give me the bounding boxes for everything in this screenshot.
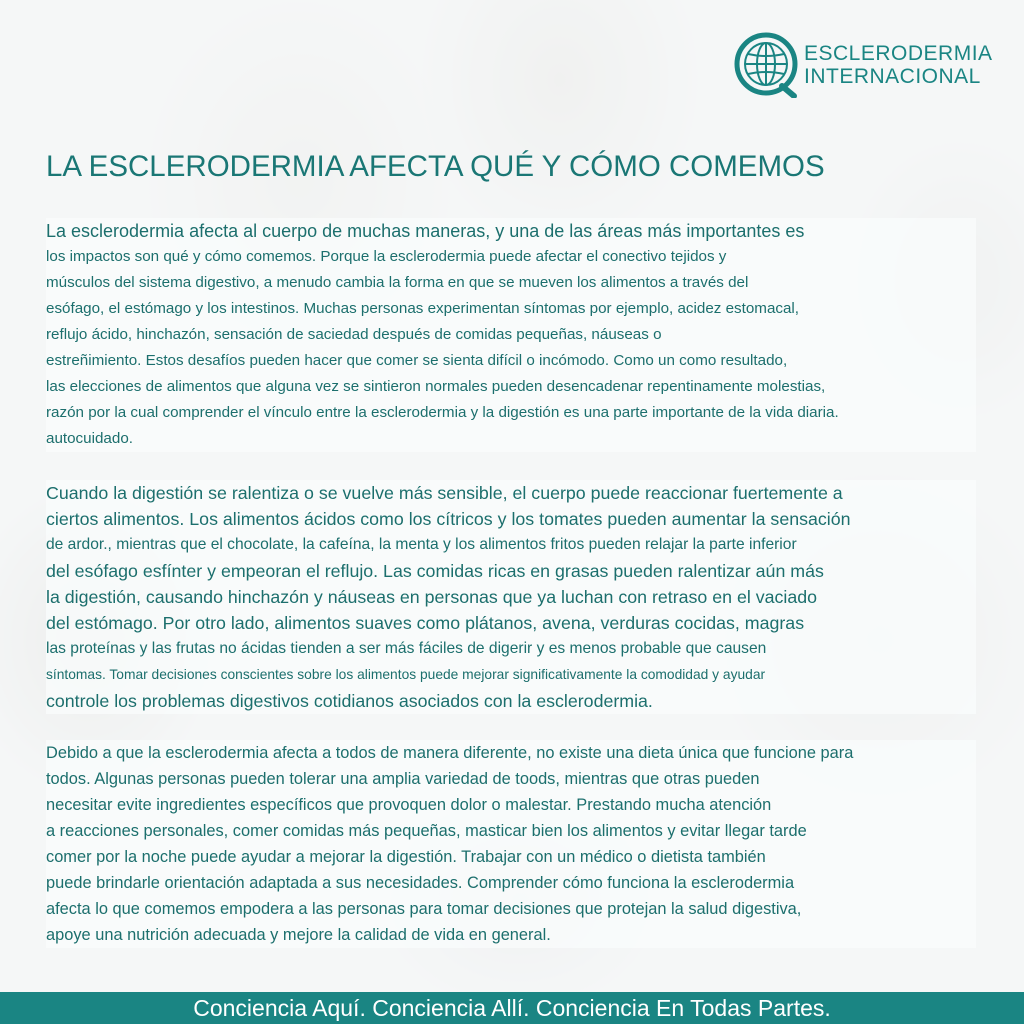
- paragraph-line: músculos del sistema digestivo, a menudo cambia la forma en que se mueven los alimentos a través del: [46, 270, 976, 296]
- paragraph-line: las elecciones de alimentos que alguna vez se sintieron normales pueden desencadenar repentinamente molestias,: [46, 374, 976, 400]
- logo: [732, 30, 1002, 98]
- paragraph-1: [46, 218, 976, 452]
- paragraph-line: razón por la cual comprender el vínculo entre la esclerodermia y la digestión es una parte importante de la vida diaria.: [46, 400, 976, 426]
- paragraph-line: las proteínas y las frutas no ácidas tienden a ser más fáciles de digerir y es menos probable que causen: [46, 636, 976, 662]
- paragraph-line: reflujo ácido, hinchazón, sensación de saciedad después de comidas pequeñas, náuseas o: [46, 322, 976, 348]
- logo-text-line1: ESCLERODERMIA: [804, 42, 993, 65]
- paragraph-line: La esclerodermia afecta al cuerpo de muchas maneras, y una de las áreas más importantes es: [46, 218, 976, 244]
- paragraph-line: comer por la noche puede ayudar a mejorar la digestión. Trabajar con un médico o dietista también: [46, 844, 976, 870]
- paragraph-line: puede brindarle orientación adaptada a sus necesidades. Comprender cómo funciona la esclerodermia: [46, 870, 976, 896]
- paragraph-line: los impactos son qué y cómo comemos. Porque la esclerodermia puede afectar el conectivo tejidos y: [46, 244, 976, 270]
- paragraph-line: apoye una nutrición adecuada y mejore la calidad de vida en general.: [46, 922, 976, 948]
- paragraph-line: controle los problemas digestivos cotidianos asociados con la esclerodermia.: [46, 688, 976, 714]
- paragraph-line: autocuidado.: [46, 426, 976, 452]
- footer-slogan: Conciencia Aquí. Conciencia Allí. Conciencia En Todas Partes.: [193, 995, 831, 1021]
- paragraph-line: esófago, el estómago y los intestinos. Muchas personas experimentan síntomas por ejemplo, acidez estomacal,: [46, 296, 976, 322]
- paragraph-line: todos. Algunas personas pueden tolerar una amplia variedad de toods, mientras que otras pueden: [46, 766, 976, 792]
- paragraph-line: Debido a que la esclerodermia afecta a todos de manera diferente, no existe una dieta única que funcione para: [46, 740, 976, 766]
- globe-logo-icon: [732, 30, 800, 98]
- paragraph-line: estreñimiento. Estos desafíos pueden hacer que comer se sienta difícil o incómodo. Como un como resultado,: [46, 348, 976, 374]
- paragraph-line: necesitar evite ingredientes específicos que provoquen dolor o malestar. Prestando mucha atención: [46, 792, 976, 818]
- paragraph-line: ciertos alimentos. Los alimentos ácidos como los cítricos y los tomates pueden aumentar la sensación: [46, 506, 976, 532]
- paragraph-2: [46, 480, 976, 714]
- page-title: LA ESCLERODERMIA AFECTA QUÉ Y CÓMO COMEMOS: [46, 150, 825, 183]
- paragraph-line: del estómago. Por otro lado, alimentos suaves como plátanos, avena, verduras cocidas, magras: [46, 610, 976, 636]
- paragraph-line: de ardor., mientras que el chocolate, la cafeína, la menta y los alimentos fritos pueden relajar la parte inferior: [46, 532, 976, 558]
- paragraph-line: Cuando la digestión se ralentiza o se vuelve más sensible, el cuerpo puede reaccionar fuertemente a: [46, 480, 976, 506]
- paragraph-3: [46, 740, 976, 948]
- paragraph-line: afecta lo que comemos empodera a las personas para tomar decisiones que protejan la salud digestiva,: [46, 896, 976, 922]
- paragraph-line: la digestión, causando hinchazón y náuseas en personas que ya luchan con retraso en el vaciado: [46, 584, 976, 610]
- logo-text-line2: INTERNACIONAL: [804, 65, 981, 88]
- paragraph-line: a reacciones personales, comer comidas más pequeñas, masticar bien los alimentos y evitar llegar tarde: [46, 818, 976, 844]
- paragraph-line: síntomas. Tomar decisiones conscientes sobre los alimentos puede mejorar significativamente la comodidad y ayudar: [46, 662, 976, 688]
- paragraph-line: del esófago esfínter y empeoran el reflujo. Las comidas ricas en grasas pueden ralentizar aún más: [46, 558, 976, 584]
- footer-banner: [0, 992, 1024, 1024]
